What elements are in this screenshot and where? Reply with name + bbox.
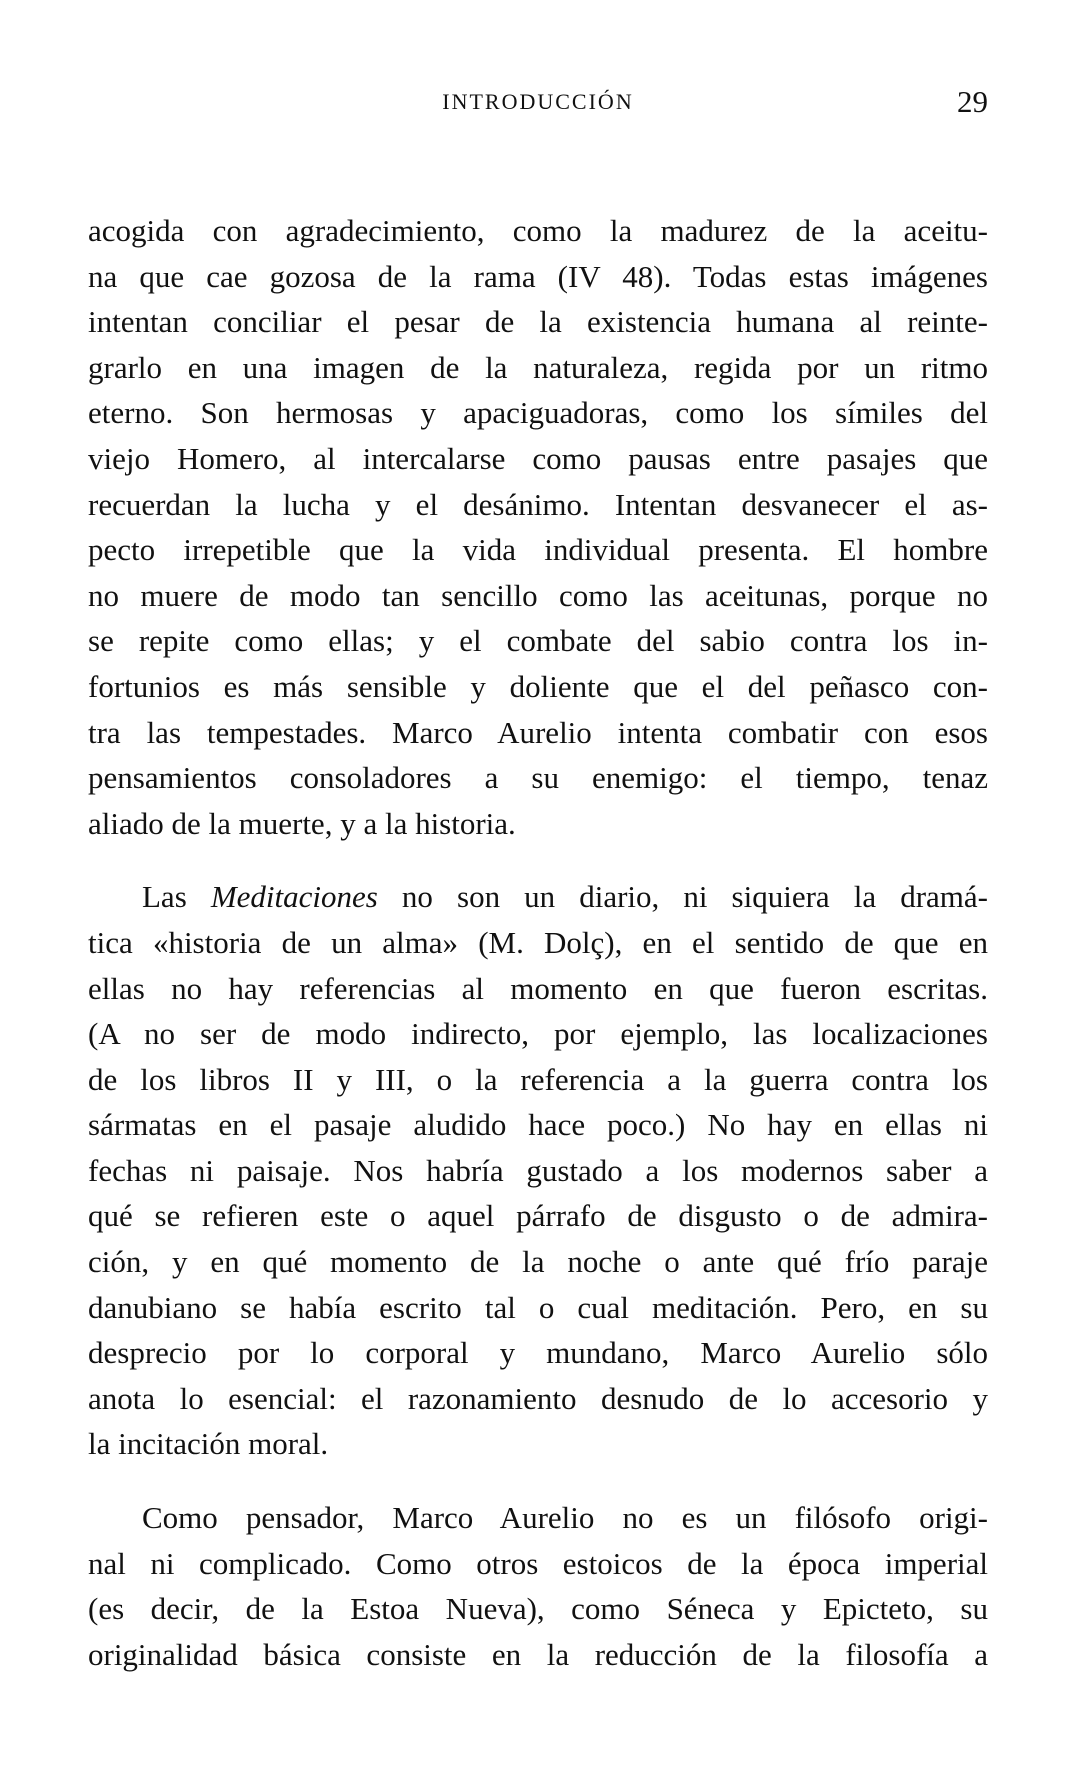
text-line: nal ni complicado. Como otros estoicos de la época imperial [88,1545,988,1581]
running-head [88,82,988,122]
text-line: pensamientos consoladores a su enemigo: el tiempo, tenaz [88,760,988,796]
text-line: ción, y en qué momento de la noche o ante qué frío paraje [88,1244,988,1280]
text-line: pecto irrepetible que la vida individual presenta. El hombre [88,532,988,568]
text-line: grarlo en una imagen de la naturaleza, regida por un ritmo [88,349,988,385]
text-line: acogida con agradecimiento, como la madurez de la aceitu- [88,213,988,248]
text-line: tra las tempestades. Marco Aurelio intenta combatir con esos [88,714,988,750]
text-line: sármatas en el pasaje aludido hace poco.) No hay en ellas ni [88,1107,988,1143]
text-line: na que cae gozosa de la rama (IV 48). Todas estas imágenes [88,258,988,294]
text-line: originalidad básica consiste en la reducción de la filosofía a [88,1636,988,1672]
text-line: recuerdan la lucha y el desánimo. Intentan desvanecer el as- [88,486,988,522]
paragraph [88,1495,988,1677]
text-line: danubiano se había escrito tal o cual meditación. Pero, en su [88,1289,988,1325]
body-text [88,208,988,1705]
text-line: ellas no hay referencias al momento en que fueron escritas. [88,970,988,1006]
paragraph [88,208,988,846]
text-line: qué se refieren este o aquel párrafo de disgusto o de admira- [88,1198,988,1234]
text-line: (A no ser de modo indirecto, por ejemplo, las localizaciones [88,1016,988,1052]
text-line: aliado de la muerte, y a la historia. [88,805,516,841]
text-line: eterno. Son hermosas y apaciguadoras, como los símiles del [88,395,988,431]
text-line: viejo Homero, al intercalarse como pausas entre pasajes que [88,440,988,476]
text-run: Las [142,879,211,915]
text-line: desprecio por lo corporal y mundano, Marco Aurelio sólo [88,1335,988,1371]
text-line: se repite como ellas; y el combate del sabio contra los in- [88,623,988,659]
book-title: Meditaciones [210,879,378,915]
page-number: 29 [957,84,988,119]
text-line: de los libros II y III, o la referencia a la guerra contra los [88,1061,988,1097]
running-title: INTRODUCCIÓN [442,89,634,114]
paragraph [88,874,988,1467]
text-line: intentan conciliar el pesar de la existencia humana al reinte- [88,304,988,340]
text-line: tica «historia de un alma» (M. Dolç), en el sentido de que en [88,924,988,960]
text-line: fechas ni paisaje. Nos habría gustado a los modernos saber a [88,1152,988,1188]
text-run: no son un diario, ni siquiera la dramá- [377,879,988,915]
text-line: la incitación moral. [88,1426,329,1462]
text-line: Como pensador, Marco Aurelio no es un filósofo origi- [142,1500,988,1536]
text-line: no muere de modo tan sencillo como las aceitunas, porque no [88,577,988,613]
text-line: anota lo esencial: el razonamiento desnudo de lo accesorio y [88,1380,988,1416]
text-line [88,874,988,920]
text-line: fortunios es más sensible y doliente que el del peñasco con- [88,668,988,704]
text-line: (es decir, de la Estoa Nueva), como Séneca y Epicteto, su [88,1591,988,1627]
